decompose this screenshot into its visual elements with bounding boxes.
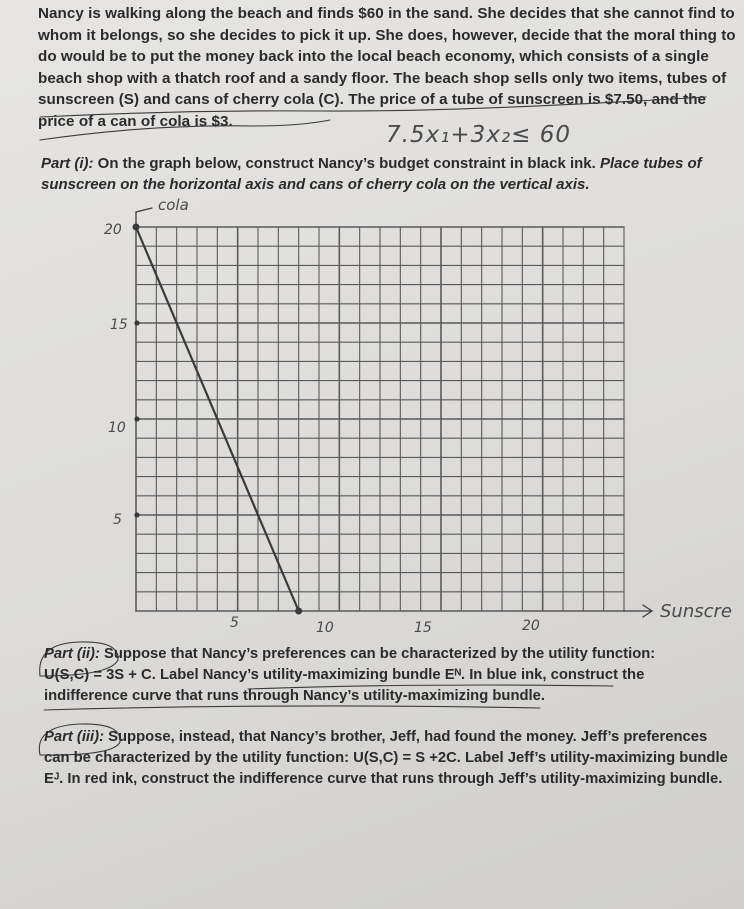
part-ii-line: U(S,C) = 3S + C. Label Nancy’s utility-maximizing bundle Eᴺ. In blue ink, construct the: [44, 667, 645, 683]
intro-line: beach shop with a thatch roof and a sandy floor. The beach shop sells only two items, tubes of: [38, 69, 727, 87]
y-axis-label: cola: [158, 196, 189, 214]
intro-line: sunscreen (S) and cans of cherry cola (C). The price of a tube of sunscreen is $7.50, and the: [38, 91, 707, 108]
part-iii-line: Suppose, instead, that Nancy’s brother, Jeff, had found the money. Jeff’s preferences: [104, 729, 708, 745]
y-axis-arrow-head: [136, 208, 152, 212]
intercept-dot: [295, 608, 302, 615]
part-iii-instructions: [44, 727, 728, 790]
sunscreen-underline: [40, 97, 706, 117]
y-tick-label: 10: [108, 420, 126, 436]
part-ii-line: indifference curve that runs through Nancy’s utility-maximizing bundle.: [44, 688, 545, 704]
y-tick-label: 5: [113, 512, 122, 528]
x-tick-label: 10: [316, 620, 334, 636]
cola-underline: [40, 120, 330, 140]
y-tick-label: 20: [104, 222, 122, 238]
x-tick-label: 15: [414, 620, 432, 636]
part-iii-line: Eᴶ. In red ink, construct the indifference curve that runs through Jeff’s utility-maximizing bundle.: [44, 771, 723, 787]
part-ii-instructions: [44, 644, 724, 707]
x-axis-label: Sunscre: [660, 601, 732, 622]
y-tick-dot: [134, 320, 139, 325]
part-i-text: On the graph below, construct Nancy’s budget constraint in black ink.: [93, 155, 600, 172]
part-i-text-italic: Place tubes of: [599, 155, 702, 172]
part-i-label: Part (i):: [41, 155, 94, 172]
intro-line: Nancy is walking along the beach and finds $60 in the sand. She decides that she cannot find to: [38, 5, 735, 22]
part-iii-label: Part (iii):: [44, 729, 105, 745]
intro-line: price of a can of cola is $3.: [38, 112, 233, 130]
x-axis-arrow-head: [643, 611, 652, 617]
part-ii-label: Part (ii):: [44, 646, 100, 662]
intro-line: do would be to put the money back into the local beach economy, which consists of a single: [38, 48, 709, 65]
y-tick-label: 15: [110, 317, 128, 333]
intro-line: whom it belongs, so she decides to pick it up. She does, however, decide that the moral thing to: [38, 26, 736, 44]
y-tick-dot: [134, 416, 139, 421]
graph-grid: [136, 227, 624, 611]
x-axis-arrow-head: [643, 605, 652, 611]
handwritten-equation: 7.5x₁+3x₂≤ 60: [386, 122, 571, 148]
part-iii-line: can be characterized by the utility function: U(S,C) = S +2C. Label Jeff’s utility-maximizing bundle: [44, 750, 728, 766]
part-ii-line: Suppose that Nancy’s preferences can be characterized by the utility function:: [99, 646, 656, 662]
x-tick-label: 5: [230, 615, 239, 631]
part-i-line2: sunscreen on the horizontal axis and cans of cherry cola on the vertical axis.: [41, 175, 590, 193]
x-tick-label: 20: [522, 618, 540, 634]
y-tick-dot: [134, 512, 139, 517]
